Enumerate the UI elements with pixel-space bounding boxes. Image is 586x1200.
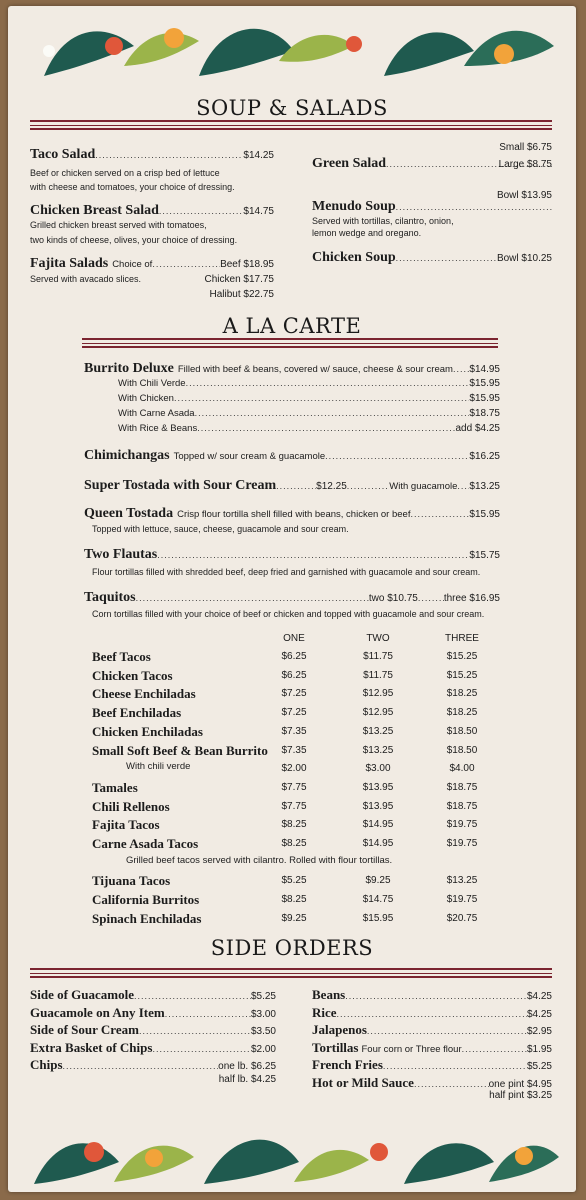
chicken-breast-salad-name: Chicken Breast Salad [30, 203, 159, 218]
soup-salads-title: SOUP & SALADS [196, 96, 388, 120]
table-cell-three: $19.75 [446, 894, 478, 905]
table-row-name: With chili verde [126, 761, 191, 772]
side-order-item: Guacamole on Any Item ..... $3.00 [30, 1005, 276, 1021]
menudo-soup-name: Menudo Soup [312, 199, 396, 214]
table-cell-one: $5.25 [281, 875, 307, 886]
burrito-option-item: With Chicken ..... $15.95 [118, 393, 500, 404]
sauce-half-price: half pint $3.25 [489, 1090, 552, 1101]
side-order-item: Extra Basket of Chips ..... $2.00 [30, 1040, 276, 1056]
table-cell-one: $2.00 [281, 763, 307, 774]
menudo-soup-price: Bowl $13.95 [496, 190, 552, 201]
side-order-item: Hot or Mild Sauce ..... one pint $4.95 [312, 1075, 552, 1091]
side-order-item: Rice ..... $4.25 [312, 1005, 552, 1021]
tropical-leaves-top-decoration [24, 16, 562, 88]
table-cell-one: $7.75 [281, 801, 307, 812]
chimichangas-price: $16.25 [469, 451, 500, 462]
a-la-carte-title: A LA CARTE [222, 314, 362, 338]
table-row-name: Beef Tacos [92, 649, 151, 664]
green-salad-large-price: Large $8.75 [498, 159, 552, 170]
taquitos-desc: Corn tortillas filled with your choice of beef or chicken and topped with guacamole and sour cream. [92, 609, 485, 619]
green-salad-name: Green Salad [312, 156, 387, 171]
chimichangas-desc: Topped w/ sour cream & guacamole [173, 451, 326, 462]
table-row-name: Beef Enchiladas [92, 705, 182, 720]
fajita-chicken-price: Chicken $17.75 [204, 274, 274, 285]
table-cell-one: $7.25 [281, 688, 307, 699]
table-cell-two: $11.75 [363, 670, 393, 681]
side-orders-rule [30, 968, 552, 978]
table-row-name: Tijuana Tacos [92, 873, 171, 888]
a-la-carte-rule [82, 338, 498, 348]
table-cell-two: $13.95 [362, 782, 394, 793]
col-header-two: TWO [366, 633, 390, 644]
queen-tostada-name: Queen Tostada [84, 506, 174, 521]
super-tostada-name: Super Tostada with Sour Cream [84, 478, 277, 493]
table-cell-two: $13.25 [362, 745, 394, 756]
table-cell-one: $7.35 [281, 726, 307, 737]
two-flautas-price: $15.75 [469, 550, 500, 561]
table-cell-two: $13.25 [362, 726, 394, 737]
chicken-breast-salad-price: $14.75 [243, 206, 274, 217]
table-cell-three: $20.75 [446, 913, 478, 924]
queen-tostada-item [84, 506, 500, 522]
fajita-salads-name: Fajita Salads [30, 256, 109, 271]
menu-page [8, 6, 576, 1192]
super-tostada-item [84, 478, 500, 494]
taco-salad-item [30, 147, 274, 163]
table-cell-one: $6.25 [281, 670, 307, 681]
queen-tostada-desc: Crisp flour tortilla shell filled with beans, chicken or beef [177, 509, 411, 520]
super-tostada-guac-price: $13.25 [469, 481, 500, 492]
table-row-name: Tamales [92, 780, 138, 795]
menudo-soup-item [312, 199, 552, 215]
table-cell-two: $11.75 [363, 651, 393, 662]
super-tostada-guac-label: With guacamole [389, 481, 458, 492]
table-cell-three: $18.25 [446, 688, 478, 699]
burrito-option-item: With Carne Asada ..... $18.75 [118, 408, 500, 419]
table-cell-two: $13.95 [362, 801, 394, 812]
table-row-name: Carne Asada Tacos [92, 836, 199, 851]
chips-half-price: half lb. $4.25 [218, 1074, 276, 1085]
tropical-leaves-bottom-decoration [24, 1112, 562, 1184]
two-flautas-desc: Flour tortillas filled with shredded beef, deep fried and garnished with guacamole and sour cream. [92, 567, 481, 577]
table-cell-two: $12.95 [362, 707, 394, 718]
fajita-halibut-price: Halibut $22.75 [209, 289, 274, 300]
side-order-item: Side of Guacamole ..... $5.25 [30, 987, 276, 1003]
burrito-option-item: With Rice & Beans ..... add $4.25 [118, 423, 500, 434]
green-salad-small-price: Small $6.75 [499, 142, 552, 153]
table-row-name: Fajita Tacos [92, 817, 160, 832]
fajita-beef-price: Beef $18.95 [220, 259, 274, 270]
taquitos-two-price: two $10.75 [368, 593, 418, 604]
table-row-name: Chicken Tacos [92, 668, 173, 683]
burrito-deluxe-name: Burrito Deluxe [84, 361, 174, 376]
table-cell-two: $14.95 [362, 838, 394, 849]
burrito-deluxe-desc: Filled with beef & beans, covered w/ sauce, cheese & sour cream [177, 364, 453, 375]
menudo-soup-desc2: lemon wedge and oregano. [312, 228, 422, 238]
side-order-item: Jalapenos ..... $2.95 [312, 1022, 552, 1038]
chimichangas-item [84, 448, 500, 464]
table-row-name: California Burritos [92, 892, 200, 907]
side-orders-title: SIDE ORDERS [210, 936, 374, 960]
table-row-name: Small Soft Beef & Bean Burrito [92, 743, 268, 758]
side-order-item: Beans ..... $4.25 [312, 987, 552, 1003]
table-cell-two: $9.25 [365, 875, 391, 886]
fajita-salads-item [30, 256, 274, 272]
taco-salad-name: Taco Salad [30, 147, 96, 162]
table-cell-one: $7.35 [281, 745, 307, 756]
chicken-soup-price: Bowl $10.25 [496, 253, 552, 264]
chicken-soup-name: Chicken Soup [312, 250, 396, 265]
table-cell-one: $7.25 [281, 707, 307, 718]
table-cell-three: $19.75 [446, 838, 478, 849]
taquitos-three-price: three $16.95 [443, 593, 500, 604]
table-cell-three: $18.50 [446, 726, 478, 737]
table-cell-one: $8.25 [281, 819, 307, 830]
table-cell-three: $19.75 [446, 819, 478, 830]
two-flautas-name: Two Flautas [84, 547, 158, 562]
taquitos-name: Taquitos [84, 590, 136, 605]
table-row-name: Spinach Enchiladas [92, 911, 202, 926]
chicken-breast-salad-item [30, 203, 274, 219]
fajita-salads-choice: Choice of [112, 259, 153, 270]
table-cell-one: $8.25 [281, 838, 307, 849]
queen-tostada-desc2: Topped with lettuce, sauce, cheese, guacamole and sour cream. [92, 524, 349, 534]
table-note: Grilled beef tacos served with cilantro. Rolled with flour tortillas. [126, 855, 393, 866]
table-cell-three: $18.50 [446, 745, 478, 756]
table-cell-three: $18.75 [446, 782, 478, 793]
table-cell-three: $13.25 [446, 875, 478, 886]
two-flautas-item [84, 547, 500, 563]
table-cell-three: $18.75 [446, 801, 478, 812]
table-cell-two: $15.95 [362, 913, 394, 924]
table-cell-one: $6.25 [281, 651, 307, 662]
table-cell-three: $4.00 [449, 763, 475, 774]
table-cell-three: $15.25 [446, 670, 478, 681]
taquitos-item [84, 590, 500, 606]
menudo-soup-desc1: Served with tortillas, cilantro, onion, [312, 216, 454, 226]
chimichangas-name: Chimichangas [84, 448, 170, 463]
chicken-breast-salad-desc2: two kinds of cheese, olives, your choice of dressing. [30, 235, 238, 245]
table-cell-one: $8.25 [281, 894, 307, 905]
table-cell-one: $9.25 [281, 913, 307, 924]
table-cell-three: $18.25 [446, 707, 478, 718]
table-cell-two: $14.95 [362, 819, 394, 830]
side-order-item: French Fries ..... $5.25 [312, 1057, 552, 1073]
soup-salads-rule [30, 120, 552, 130]
table-row-name: Chili Rellenos [92, 799, 170, 814]
side-order-item: Chips ..... one lb. $6.25 [30, 1057, 276, 1073]
super-tostada-price: $12.25 [316, 481, 347, 492]
table-cell-three: $15.25 [446, 651, 478, 662]
burrito-deluxe-item [84, 361, 500, 377]
taco-salad-desc1: Beef or chicken served on a crisp bed of lettuce [30, 168, 220, 178]
side-order-item: Side of Sour Cream ..... $3.50 [30, 1022, 276, 1038]
taco-salad-desc2: with cheese and tomatoes, your choice of dressing. [30, 182, 235, 192]
col-header-one: ONE [283, 633, 305, 644]
fajita-salads-desc: Served with avacado slices. [30, 274, 142, 284]
table-row-name: Cheese Enchiladas [92, 686, 196, 701]
table-cell-two: $14.75 [362, 894, 394, 905]
queen-tostada-price: $15.95 [469, 509, 500, 520]
burrito-deluxe-price: $14.95 [469, 364, 500, 375]
chicken-breast-salad-desc1: Grilled chicken breast served with tomatoes, [30, 220, 207, 230]
table-row-name: Chicken Enchiladas [92, 724, 203, 739]
chicken-soup-item [312, 250, 552, 266]
table-cell-two: $12.95 [362, 688, 394, 699]
col-header-three: THREE [445, 633, 479, 644]
side-order-item: Tortillas Four corn or Three flour ..... $1.95 [312, 1040, 552, 1056]
table-cell-one: $7.75 [281, 782, 307, 793]
taco-salad-price: $14.25 [243, 150, 274, 161]
burrito-option-item: With Chili Verde ..... $15.95 [118, 378, 500, 389]
table-cell-two: $3.00 [365, 763, 391, 774]
